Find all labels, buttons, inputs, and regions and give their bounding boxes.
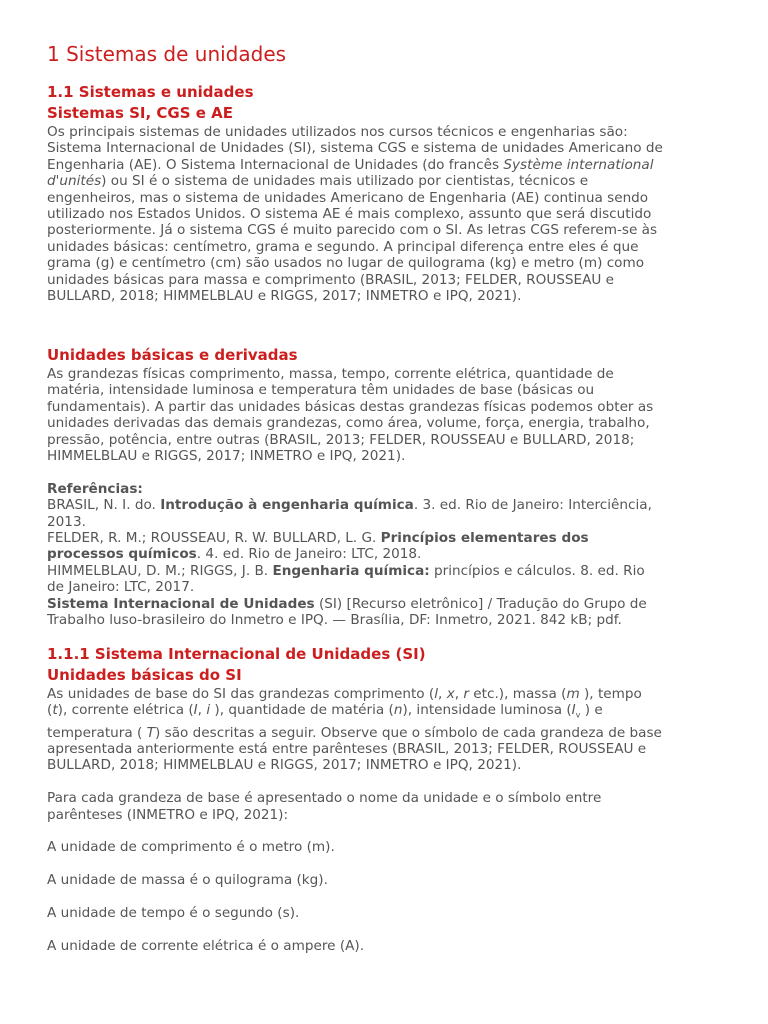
paragraph — [47, 686, 727, 954]
paragraph — [47, 366, 727, 464]
paragraph — [47, 124, 727, 304]
unit-line: A unidade de tempo é o segundo (s). — [47, 904, 300, 921]
unit-line: A unidade de comprimento é o metro (m). — [47, 839, 335, 856]
text-line: Os principais sistemas de unidades utilizados nos cursos técnicos e engenharias são: — [47, 124, 628, 140]
reference-item-cont: processos químicos. 4. ed. Rio de Janeiro: LTC, 2018. — [47, 546, 422, 563]
text-line: (t), corrente elétrica (I, i ), quantidade de matéria (n), intensidade luminosa ($I_v$ ) e — [47, 702, 603, 721]
references-heading: Referências: — [47, 480, 143, 497]
text-line: temperatura ( T) são descritas a seguir. Observe que o símbolo de cada grandeza de base — [47, 724, 662, 741]
reference-item-cont: Trabalho luso-brasileiro do Inmetro e IPQ. — Brasília, DF: Inmetro, 2021. 842 kB; pdf. — [47, 612, 622, 629]
text-line: As grandezas físicas comprimento, massa, tempo, corrente elétrica, quantidade de — [47, 366, 614, 382]
text-line: unidades básicas para massa e comprimento (BRASIL, 2013; FELDER, ROUSSEAU e — [47, 271, 615, 288]
text-line: unidades básicas: centímetro, grama e segundo. A principal diferença entre eles é que — [47, 238, 639, 255]
text-line: BULLARD, 2018; HIMMELBLAU e RIGGS, 2017; INMETRO e IPQ, 2021). — [47, 288, 522, 305]
section-heading: 1.1.1 Sistema Internacional de Unidades (SI) — [47, 645, 426, 663]
reference-item-cont: de Janeiro: LTC, 2017. — [47, 579, 195, 596]
reference-item: BRASIL, N. I. do. Introdução à engenharia química. 3. ed. Rio de Janeiro: Interciência, — [47, 497, 652, 514]
text-line: As unidades de base do SI das grandezas comprimento (l, x, r etc.), massa (m ), tempo — [47, 686, 642, 702]
text-line: apresentada anteriormente está entre parênteses (BRASIL, 2013; FELDER, ROUSSEAU e — [47, 740, 647, 757]
text-line: HIMMELBLAU e RIGGS, 2017; INMETRO e IPQ, 2021). — [47, 448, 406, 465]
reference-item: FELDER, R. M.; ROUSSEAU, R. W. BULLARD, L. G. Princípios elementares dos — [47, 530, 589, 547]
section-si — [47, 644, 727, 954]
text-line: Engenharia (AE). O Sistema Internacional de Unidades (do francês Système international — [47, 156, 654, 173]
page-title: 1 Sistemas de unidades — [47, 42, 287, 66]
unit-line: A unidade de corrente elétrica é o ampere (A). — [47, 937, 365, 954]
section-sistemas — [47, 82, 727, 304]
section-subheading: Sistemas SI, CGS e AE — [47, 104, 234, 122]
section-unidades-basicas — [47, 345, 727, 628]
references — [47, 481, 727, 629]
text-line: engenheiros, mas o sistema de unidades Americano de Engenharia (AE) continua sendo — [47, 189, 649, 206]
text-line: BULLARD, 2018; HIMMELBLAU e RIGGS, 2017; INMETRO e IPQ, 2021). — [47, 757, 522, 774]
section-subheading: Unidades básicas do SI — [47, 666, 242, 684]
text-line: d'unités) ou SI é o sistema de unidades mais utilizado por cientistas, técnicos e — [47, 173, 589, 190]
text-line: utilizado nos Estados Unidos. O sistema AE é mais complexo, assunto que será discutido — [47, 206, 652, 223]
text-line: parênteses (INMETRO e IPQ, 2021): — [47, 806, 289, 823]
text-line: grama (g) e centímetro (cm) são usados no lugar de quilograma (kg) e metro (m) como — [47, 255, 645, 272]
reference-item: Sistema Internacional de Unidades (SI) [Recurso eletrônico] / Tradução do Grupo de — [47, 595, 647, 612]
text-line: fundamentais). A partir das unidades básicas destas grandezas físicas podemos obter as — [47, 398, 654, 415]
section-heading: 1.1 Sistemas e unidades — [47, 83, 254, 101]
text-line: Sistema Internacional de Unidades (SI), sistema CGS e sistema de unidades Americano de — [47, 140, 663, 157]
text-line: matéria, intensidade luminosa e temperatura têm unidades de base (básicas ou — [47, 382, 595, 399]
reference-item: HIMMELBLAU, D. M.; RIGGS, J. B. Engenharia química: princípios e cálculos. 8. ed. Rio — [47, 562, 645, 579]
section-heading: Unidades básicas e derivadas — [47, 346, 298, 364]
reference-item-cont: 2013. — [47, 513, 86, 530]
text-line: Para cada grandeza de base é apresentado o nome da unidade e o símbolo entre — [47, 790, 602, 807]
text-line: pressão, potência, entre outras (BRASIL, 2013; FELDER, ROUSSEAU e BULLARD, 2018; — [47, 431, 635, 448]
text-line: posteriormente. Já o sistema CGS é muito parecido com o SI. As letras CGS referem-se às — [47, 222, 658, 239]
text-line: unidades derivadas das demais grandezas, como área, volume, força, energia, trabalho, — [47, 415, 650, 432]
unit-line: A unidade de massa é o quilograma (kg). — [47, 872, 328, 889]
